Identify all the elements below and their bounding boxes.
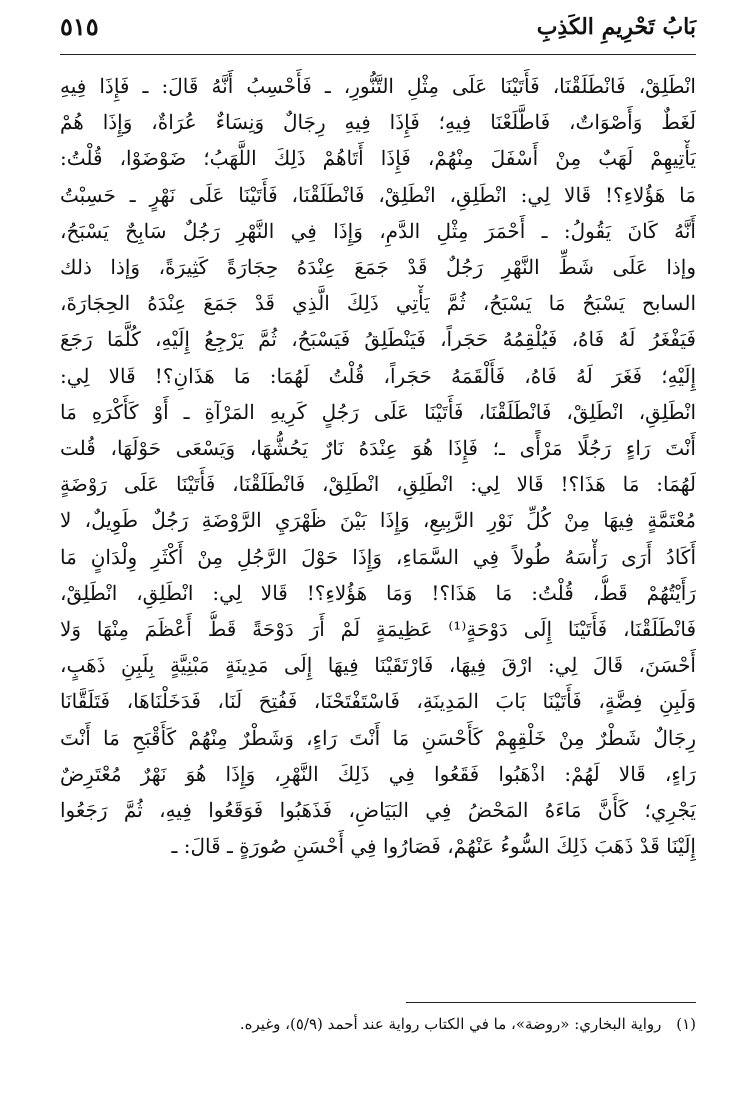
- text-line-7: السابح يَسْبَحُ مَا يَسْبَحُ، ثُمَّ يَأْتِي ذَلِكَ الَّذِي قَدْ جَمَعَ عِنْدَهُ الحِجَارَةَ،: [60, 291, 696, 316]
- text-line-2: لَغَطٌ وَأَصْوَاتٌ، فَاطَّلَعْنَا فِيهِ؛ فَإِذَا فِيهِ رِجَالٌ وَنِسَاءٌ عُرَاةٌ، وَإِذَا هُمْ: [60, 110, 696, 135]
- text-line-12: لَهُمَا: مَا هَذَا؟! قَالا لِي: انْطَلِقِ، انْطَلِقْ، فَانْطَلَقْنَا، فَأَتَيْنَا عَلَى رَوْضَةٍ: [60, 472, 696, 497]
- footnote: [60, 1013, 696, 1035]
- text-line-11: أَنْتَ رَاءٍ رَجُلًا مَرْأًى ـ؛ فَإِذَا هُوَ عِنْدَهُ نَارٌ يَحُشُّهَا، وَيَسْعَى حَوْلَهَا، قُلت: [60, 436, 696, 461]
- text-line-22: إِلَيْنَا قَدْ ذَهَبَ ذَلِكَ السُّوءُ عَنْهُمْ، فَصَارُوا فِي أَحْسَنِ صُورَةٍ ـ قَالَ: ـ: [171, 834, 696, 859]
- chapter-title: بَابُ تَحْرِيمِ الكَذِبِ: [536, 14, 696, 40]
- text-line-6: وإذا عَلَى شَطِّ النَّهْرِ رَجُلٌ قَدْ جَمَعَ عِنْدَهُ حِجَارَةً كَثِيرَةً، وَإذا ذلك: [60, 255, 696, 280]
- text-line-13: مُعْتَمَّةٍ فِيهَا مِنْ كُلِّ نَوْرِ الرَّبِيعِ، وَإِذَا بَيْنَ ظَهْرَيِ الرَّوْضَةِ رَجُلٌ طَوِيلٌ، لا: [60, 508, 696, 533]
- text-line-19: رِجَالٌ شَطْرٌ مِنْ خَلْقِهِمْ كَأَحْسَنِ مَا أَنْتَ رَاءٍ، وَشَطْرٌ مِنْهُمْ كَأَقْبَحِ مَا أَنْتَ: [60, 725, 696, 750]
- text-line-3: يَأْتِيهِمْ لَهَبٌ مِنْ أَسْفَلَ مِنْهُمْ، فَإِذَا أَتَاهُمْ ذَلِكَ اللَّهَبُ؛ ضَوْضَوْا، قُلْتُ:: [60, 146, 696, 171]
- text-line-8: فَيَفْغَرُ لَهُ فَاهُ، فَيُلْقِمُهُ حَجَراً، فَيَنْطَلِقُ فَيَسْبَحُ، ثُمَّ يَرْجِعُ إِلَيْهِ، كُلَّمَا رَجَعَ: [60, 327, 696, 352]
- text-line-15: رَأَيْتُهُمْ قَطُّ، قُلْتُ: مَا هَذَا؟! وَمَا هَؤُلاءِ؟! قَالا لِي: انْطَلِقِ، انْطَلِقْ،: [60, 580, 696, 605]
- text-line-16: فَانْطَلَقْنَا، فَأَتَيْنَا إِلَى دَوْحَةٍ⁽¹⁾ عَظِيمَةٍ لَمْ أَرَ دَوْحَةً قَطُّ أَعْظَمَ مِنْهَا وَلا: [60, 617, 696, 642]
- footnote-marker: (١): [676, 1015, 696, 1033]
- text-line-1: انْطَلِقْ، فَانْطَلَقْنَا، فَأَتَيْنَا عَلَى مِثْلِ التَّنُّورِ، ـ فَأَحْسِبُ أَنَّهُ قَالَ: ـ فَإِذَا فِيهِ: [60, 74, 696, 98]
- text-line-18: وَلَبِنِ فِضَّةٍ، فَأَتَيْنَا بَابَ المَدِينَةِ، فَاسْتَفْتَحْنَا، فَفُتِحَ لَنَا، فَدَخَلْنَاهَا، فَتَلَقَّانَا: [60, 689, 696, 714]
- text-line-20: رَاءٍ، قَالا لَهُمْ: اذْهَبُوا فَقَعُوا فِي ذَلِكَ النَّهْرِ، وَإِذَا هُوَ نَهْرٌ مُعْتَرِضٌ: [60, 761, 696, 786]
- header-divider: [60, 54, 696, 55]
- text-line-17: أَحْسَنَ، قَالَ لِي: ارْقَ فِيهَا، فَارْتَقَيْنَا فِيهَا إِلَى مَدِينَةٍ مَبْنِيَّةٍ بِلَبِنِ ذَهَبٍ،: [60, 653, 696, 678]
- text-line-5: أَنَّهُ كَانَ يَقُولُ: ـ أَحْمَرَ مِثْلِ الدَّمِ، وَإِذَا فِي النَّهْرِ رَجُلٌ سَابِحٌ يَسْبَحُ،: [60, 218, 696, 243]
- text-line-21: يَجْرِي؛ كَأَنَّ مَاءَهُ المَحْضُ فِي البَيَاضِ، فَذَهَبُوا فَوَقَعُوا فِيهِ، ثُمَّ رَجَعُوا: [60, 798, 696, 823]
- text-line-10: انْطَلِقِ، انْطَلِقْ، فَانْطَلَقْنَا، فَأَتَيْنَا عَلَى رَجُلٍ كَرِيهِ المَرْآةِ ـ أَوْ كَأَكْرَهِ مَا: [60, 399, 696, 424]
- body-text: [60, 68, 696, 864]
- text-line-9: إِلَيْهِ؛ فَغَرَ لَهُ فَاهُ، فَأَلْقَمَهُ حَجَراً، قُلْتُ لَهُمَا: مَا هَذَانِ؟! قَالا لِي:: [60, 363, 696, 388]
- footnote-text: رواية البخاري: «روضة»، ما في الكتاب رواية عند أحمد (٥/٩)، وغيره.: [239, 1015, 662, 1033]
- page-number: ٥١٥: [60, 12, 99, 41]
- footnote-divider: [406, 1002, 696, 1003]
- text-line-14: أَكَادُ أَرَى رَأْسَهُ طُولاً فِي السَّمَاءِ، وَإِذَا حَوْلَ الرَّجُلِ مِنْ أَكْثَرِ وِلْدَانٍ مَا: [60, 544, 696, 569]
- page-header: [60, 12, 696, 52]
- text-line-4: مَا هَؤُلاءِ؟! قَالا لِي: انْطَلِقِ، انْطَلِقْ، فَانْطَلَقْنَا، فَأَتَيْنَا عَلَى نَهْرٍ ـ حَسِبْتُ: [60, 182, 696, 207]
